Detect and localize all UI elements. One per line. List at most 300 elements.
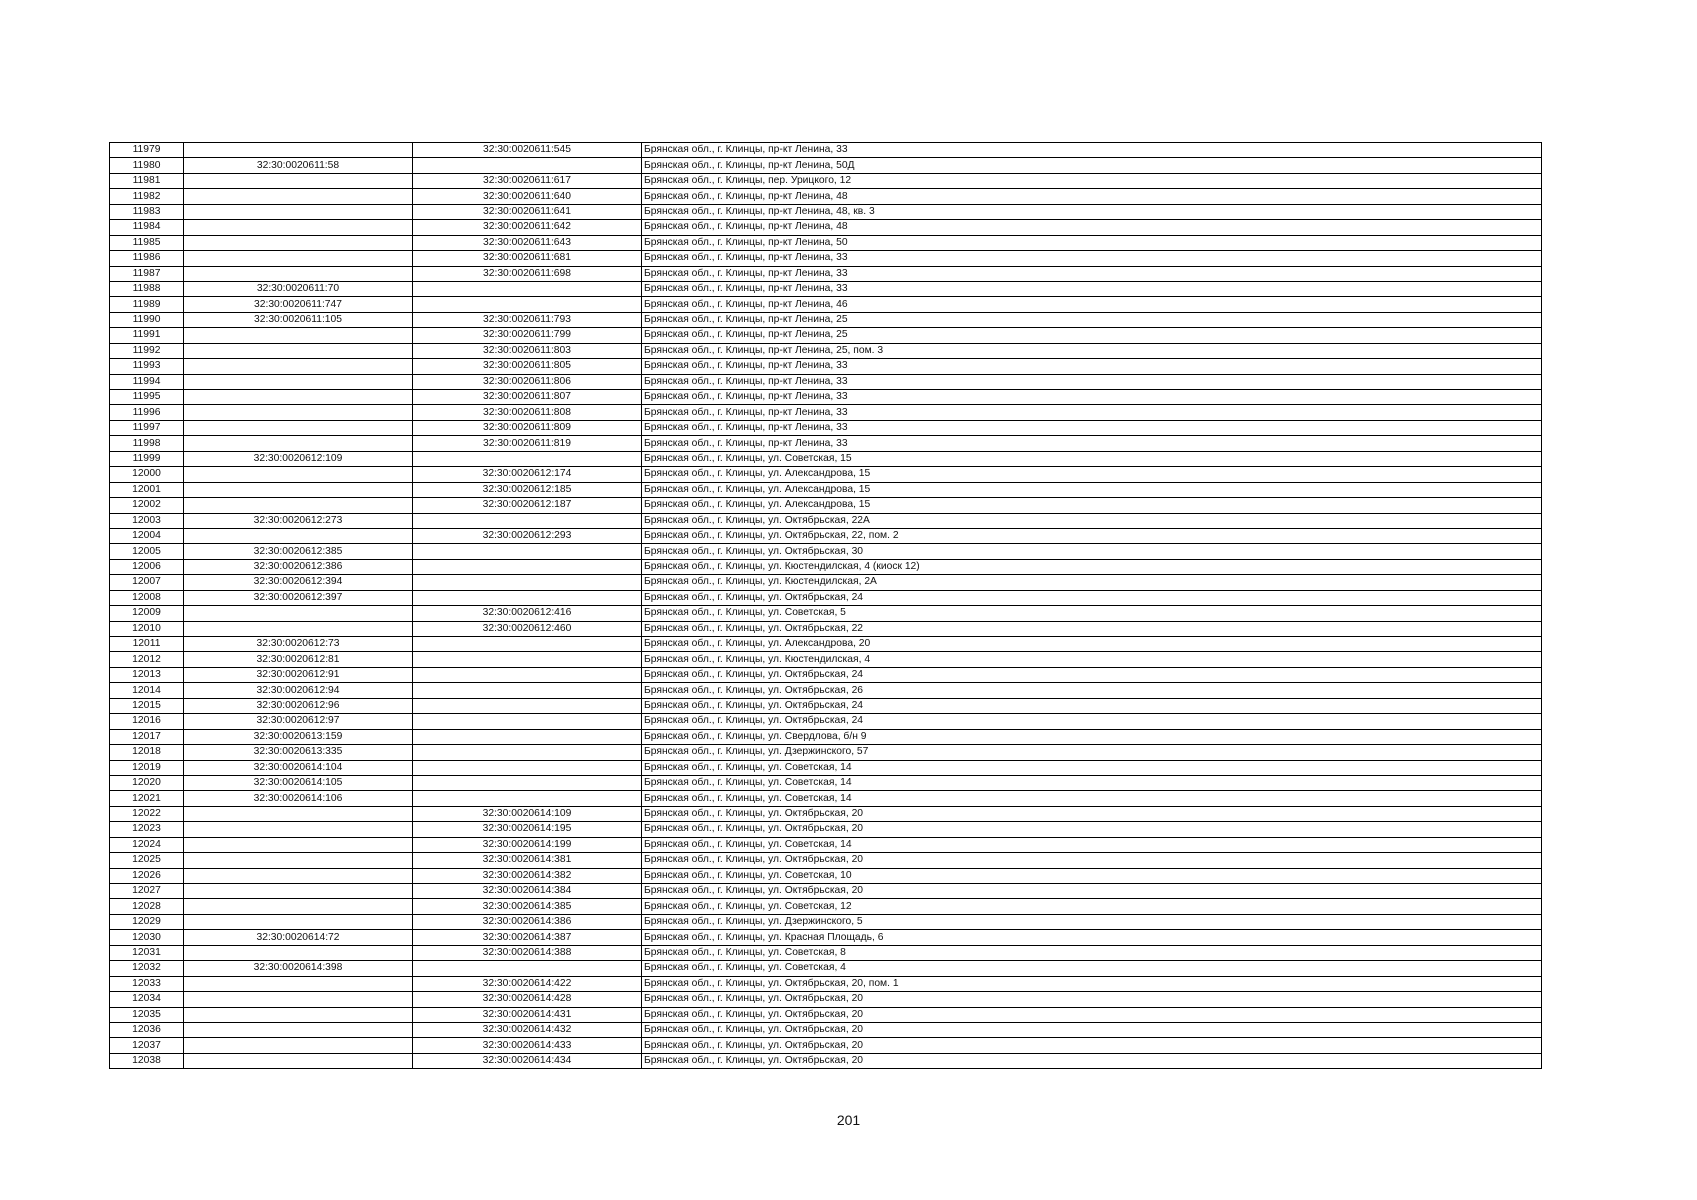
cadastral-number-b-cell: 32:30:0020614:384: [413, 884, 642, 899]
address-cell: Брянская обл., г. Клинцы, ул. Советская, 12: [642, 899, 1542, 914]
cadastral-number-a-cell: 32:30:0020611:70: [184, 281, 413, 296]
cadastral-number-a-cell: 32:30:0020611:58: [184, 158, 413, 173]
table-row: [110, 513, 1542, 528]
address-cell: Брянская обл., г. Клинцы, пр-кт Ленина, 25, пом. 3: [642, 343, 1542, 358]
cadastral-number-a-cell: [184, 189, 413, 204]
cadastral-number-b-cell: 32:30:0020611:641: [413, 204, 642, 219]
address-cell: Брянская обл., г. Клинцы, ул. Октябрьская, 20: [642, 992, 1542, 1007]
cadastral-number-a-cell: 32:30:0020614:398: [184, 961, 413, 976]
address-cell: Брянская обл., г. Клинцы, ул. Октябрьская, 22: [642, 621, 1542, 636]
table-row: [110, 312, 1542, 327]
cadastral-number-b-cell: 32:30:0020614:428: [413, 992, 642, 1007]
address-cell: Брянская обл., г. Клинцы, ул. Кюстендилская, 4 (киоск 12): [642, 559, 1542, 574]
row-number-cell: 11999: [110, 451, 184, 466]
row-number-cell: 11983: [110, 204, 184, 219]
address-cell: Брянская обл., г. Клинцы, ул. Советская, 10: [642, 868, 1542, 883]
address-cell: Брянская обл., г. Клинцы, ул. Октябрьская, 20: [642, 1038, 1542, 1053]
table-row: [110, 281, 1542, 296]
table-row: [110, 204, 1542, 219]
page-number: 201: [836, 1112, 861, 1128]
row-number-cell: 12003: [110, 513, 184, 528]
row-number-cell: 12001: [110, 482, 184, 497]
cadastral-number-b-cell: [413, 575, 642, 590]
address-cell: Брянская обл., г. Клинцы, пр-кт Ленина, 46: [642, 297, 1542, 312]
table-row: [110, 976, 1542, 991]
cadastral-number-b-cell: 32:30:0020614:385: [413, 899, 642, 914]
address-cell: Брянская обл., г. Клинцы, ул. Свердлова, б/н 9: [642, 729, 1542, 744]
table-row: [110, 528, 1542, 543]
cadastral-number-a-cell: [184, 204, 413, 219]
address-cell: Брянская обл., г. Клинцы, ул. Дзержинского, 57: [642, 745, 1542, 760]
table-row: [110, 235, 1542, 250]
table-row: [110, 482, 1542, 497]
address-cell: Брянская обл., г. Клинцы, пр-кт Ленина, 33: [642, 281, 1542, 296]
address-cell: Брянская обл., г. Клинцы, ул. Октябрьская, 22, пом. 2: [642, 528, 1542, 543]
address-cell: Брянская обл., г. Клинцы, ул. Советская, 14: [642, 837, 1542, 852]
cadastral-number-a-cell: 32:30:0020612:385: [184, 544, 413, 559]
row-number-cell: 12023: [110, 822, 184, 837]
row-number-cell: 12016: [110, 714, 184, 729]
table-row: [110, 590, 1542, 605]
row-number-cell: 11998: [110, 436, 184, 451]
cadastral-number-b-cell: 32:30:0020614:422: [413, 976, 642, 991]
address-cell: Брянская обл., г. Клинцы, ул. Октябрьская, 20: [642, 822, 1542, 837]
cadastral-number-b-cell: 32:30:0020611:819: [413, 436, 642, 451]
cadastral-number-a-cell: 32:30:0020612:394: [184, 575, 413, 590]
cadastral-number-b-cell: 32:30:0020612:293: [413, 528, 642, 543]
cadastral-number-a-cell: [184, 328, 413, 343]
row-number-cell: 12029: [110, 914, 184, 929]
row-number-cell: 12017: [110, 729, 184, 744]
table-body: [110, 143, 1542, 1069]
row-number-cell: 11989: [110, 297, 184, 312]
row-number-cell: 12010: [110, 621, 184, 636]
cadastral-number-a-cell: [184, 359, 413, 374]
table-row: [110, 220, 1542, 235]
address-cell: Брянская обл., г. Клинцы, ул. Александрова, 15: [642, 498, 1542, 513]
cadastral-number-a-cell: 32:30:0020612:73: [184, 637, 413, 652]
cadastral-number-b-cell: [413, 281, 642, 296]
cadastral-table: [109, 142, 1542, 1069]
row-number-cell: 12025: [110, 853, 184, 868]
row-number-cell: 12022: [110, 806, 184, 821]
cadastral-number-b-cell: 32:30:0020614:109: [413, 806, 642, 821]
address-cell: Брянская обл., г. Клинцы, ул. Октябрьская, 20: [642, 806, 1542, 821]
address-cell: Брянская обл., г. Клинцы, ул. Октябрьская, 22А: [642, 513, 1542, 528]
cadastral-number-a-cell: [184, 235, 413, 250]
table-row: [110, 405, 1542, 420]
cadastral-number-b-cell: 32:30:0020611:698: [413, 266, 642, 281]
cadastral-number-b-cell: 32:30:0020614:195: [413, 822, 642, 837]
row-number-cell: 12021: [110, 791, 184, 806]
table-row: [110, 266, 1542, 281]
table-row: [110, 930, 1542, 945]
row-number-cell: 12013: [110, 667, 184, 682]
cadastral-number-b-cell: [413, 451, 642, 466]
row-number-cell: 12026: [110, 868, 184, 883]
address-cell: Брянская обл., г. Клинцы, ул. Октябрьская, 24: [642, 590, 1542, 605]
cadastral-number-b-cell: 32:30:0020612:460: [413, 621, 642, 636]
address-cell: Брянская обл., г. Клинцы, пер. Урицкого, 12: [642, 173, 1542, 188]
address-cell: Брянская обл., г. Клинцы, ул. Советская, 8: [642, 945, 1542, 960]
row-number-cell: 11992: [110, 343, 184, 358]
cadastral-number-a-cell: 32:30:0020612:96: [184, 698, 413, 713]
address-cell: Брянская обл., г. Клинцы, ул. Октябрьская, 24: [642, 667, 1542, 682]
row-number-cell: 12030: [110, 930, 184, 945]
cadastral-number-b-cell: [413, 760, 642, 775]
cadastral-number-b-cell: 32:30:0020612:174: [413, 467, 642, 482]
cadastral-number-b-cell: 32:30:0020611:803: [413, 343, 642, 358]
address-cell: Брянская обл., г. Клинцы, пр-кт Ленина, 33: [642, 359, 1542, 374]
address-cell: Брянская обл., г. Клинцы, пр-кт Ленина, 33: [642, 436, 1542, 451]
cadastral-number-b-cell: [413, 590, 642, 605]
address-cell: Брянская обл., г. Клинцы, ул. Советская, 4: [642, 961, 1542, 976]
table-row: [110, 683, 1542, 698]
address-cell: Брянская обл., г. Клинцы, пр-кт Ленина, 48: [642, 220, 1542, 235]
row-number-cell: 12031: [110, 945, 184, 960]
table-row: [110, 1053, 1542, 1068]
address-cell: Брянская обл., г. Клинцы, ул. Октябрьская, 24: [642, 698, 1542, 713]
table-row: [110, 775, 1542, 790]
row-number-cell: 12014: [110, 683, 184, 698]
cadastral-number-b-cell: [413, 637, 642, 652]
cadastral-number-b-cell: 32:30:0020611:617: [413, 173, 642, 188]
address-cell: Брянская обл., г. Клинцы, ул. Октябрьская, 30: [642, 544, 1542, 559]
row-number-cell: 12009: [110, 606, 184, 621]
cadastral-number-a-cell: 32:30:0020611:105: [184, 312, 413, 327]
address-cell: Брянская обл., г. Клинцы, ул. Кюстендилская, 2А: [642, 575, 1542, 590]
cadastral-number-b-cell: 32:30:0020614:432: [413, 1022, 642, 1037]
table-row: [110, 729, 1542, 744]
row-number-cell: 12006: [110, 559, 184, 574]
table-row: [110, 328, 1542, 343]
cadastral-number-a-cell: [184, 806, 413, 821]
cadastral-number-b-cell: 32:30:0020614:381: [413, 853, 642, 868]
cadastral-number-b-cell: 32:30:0020611:545: [413, 143, 642, 158]
table-row: [110, 791, 1542, 806]
address-cell: Брянская обл., г. Клинцы, пр-кт Ленина, 33: [642, 251, 1542, 266]
cadastral-number-a-cell: 32:30:0020611:747: [184, 297, 413, 312]
cadastral-number-a-cell: [184, 220, 413, 235]
cadastral-number-a-cell: 32:30:0020614:104: [184, 760, 413, 775]
cadastral-number-b-cell: [413, 729, 642, 744]
cadastral-number-a-cell: [184, 343, 413, 358]
table-row: [110, 143, 1542, 158]
cadastral-number-b-cell: 32:30:0020611:808: [413, 405, 642, 420]
address-cell: Брянская обл., г. Клинцы, ул. Александрова, 15: [642, 482, 1542, 497]
address-cell: Брянская обл., г. Клинцы, ул. Советская, 5: [642, 606, 1542, 621]
table-row: [110, 436, 1542, 451]
table-row: [110, 251, 1542, 266]
cadastral-number-b-cell: 32:30:0020611:799: [413, 328, 642, 343]
cadastral-number-a-cell: [184, 528, 413, 543]
address-cell: Брянская обл., г. Клинцы, ул. Октябрьская, 20: [642, 1053, 1542, 1068]
row-number-cell: 11980: [110, 158, 184, 173]
cadastral-number-a-cell: 32:30:0020614:72: [184, 930, 413, 945]
address-cell: Брянская обл., г. Клинцы, ул. Советская, 14: [642, 760, 1542, 775]
cadastral-number-b-cell: 32:30:0020612:187: [413, 498, 642, 513]
address-cell: Брянская обл., г. Клинцы, пр-кт Ленина, 33: [642, 420, 1542, 435]
cadastral-number-b-cell: 32:30:0020611:805: [413, 359, 642, 374]
table-row: [110, 467, 1542, 482]
cadastral-number-b-cell: 32:30:0020611:807: [413, 390, 642, 405]
cadastral-number-b-cell: [413, 667, 642, 682]
row-number-cell: 11988: [110, 281, 184, 296]
cadastral-number-b-cell: [413, 559, 642, 574]
address-cell: Брянская обл., г. Клинцы, пр-кт Ленина, 50: [642, 235, 1542, 250]
address-cell: Брянская обл., г. Клинцы, пр-кт Ленина, 33: [642, 405, 1542, 420]
cadastral-number-b-cell: [413, 513, 642, 528]
cadastral-number-a-cell: 32:30:0020612:81: [184, 652, 413, 667]
table-row: [110, 961, 1542, 976]
row-number-cell: 12032: [110, 961, 184, 976]
address-cell: Брянская обл., г. Клинцы, ул. Александрова, 15: [642, 467, 1542, 482]
address-cell: Брянская обл., г. Клинцы, пр-кт Ленина, 48, кв. 3: [642, 204, 1542, 219]
row-number-cell: 11990: [110, 312, 184, 327]
cadastral-number-b-cell: [413, 652, 642, 667]
table-row: [110, 390, 1542, 405]
cadastral-number-b-cell: 32:30:0020611:642: [413, 220, 642, 235]
row-number-cell: 12004: [110, 528, 184, 543]
cadastral-number-a-cell: [184, 266, 413, 281]
cadastral-number-b-cell: [413, 745, 642, 760]
row-number-cell: 12034: [110, 992, 184, 1007]
address-cell: Брянская обл., г. Клинцы, пр-кт Ленина, 33: [642, 266, 1542, 281]
table-row: [110, 420, 1542, 435]
table-row: [110, 451, 1542, 466]
cadastral-number-a-cell: [184, 606, 413, 621]
row-number-cell: 12008: [110, 590, 184, 605]
table-row: [110, 189, 1542, 204]
table-row: [110, 621, 1542, 636]
cadastral-number-a-cell: [184, 467, 413, 482]
row-number-cell: 11987: [110, 266, 184, 281]
address-cell: Брянская обл., г. Клинцы, ул. Красная Площадь, 6: [642, 930, 1542, 945]
address-cell: Брянская обл., г. Клинцы, ул. Октябрьская, 20, пом. 1: [642, 976, 1542, 991]
cadastral-number-a-cell: [184, 482, 413, 497]
row-number-cell: 11985: [110, 235, 184, 250]
cadastral-number-a-cell: [184, 837, 413, 852]
row-number-cell: 11986: [110, 251, 184, 266]
cadastral-number-b-cell: [413, 297, 642, 312]
cadastral-number-a-cell: 32:30:0020613:159: [184, 729, 413, 744]
cadastral-number-b-cell: 32:30:0020611:809: [413, 420, 642, 435]
row-number-cell: 12002: [110, 498, 184, 513]
row-number-cell: 11996: [110, 405, 184, 420]
row-number-cell: 12012: [110, 652, 184, 667]
cadastral-number-a-cell: 32:30:0020613:335: [184, 745, 413, 760]
address-cell: Брянская обл., г. Клинцы, ул. Октябрьская, 20: [642, 1007, 1542, 1022]
table-row: [110, 698, 1542, 713]
row-number-cell: 12007: [110, 575, 184, 590]
row-number-cell: 12019: [110, 760, 184, 775]
table-row: [110, 884, 1542, 899]
table-row: [110, 822, 1542, 837]
row-number-cell: 12024: [110, 837, 184, 852]
table-row: [110, 1022, 1542, 1037]
table-row: [110, 559, 1542, 574]
row-number-cell: 11994: [110, 374, 184, 389]
table-row: [110, 374, 1542, 389]
table-row: [110, 667, 1542, 682]
cadastral-number-a-cell: 32:30:0020612:94: [184, 683, 413, 698]
table-row: [110, 992, 1542, 1007]
address-cell: Брянская обл., г. Клинцы, пр-кт Ленина, 50Д: [642, 158, 1542, 173]
address-cell: Брянская обл., г. Клинцы, пр-кт Ленина, 33: [642, 143, 1542, 158]
cadastral-number-b-cell: [413, 961, 642, 976]
cadastral-number-b-cell: 32:30:0020611:681: [413, 251, 642, 266]
row-number-cell: 11982: [110, 189, 184, 204]
cadastral-number-a-cell: [184, 143, 413, 158]
row-number-cell: 12038: [110, 1053, 184, 1068]
cadastral-number-b-cell: 32:30:0020611:640: [413, 189, 642, 204]
row-number-cell: 11991: [110, 328, 184, 343]
table-row: [110, 714, 1542, 729]
cadastral-number-a-cell: [184, 420, 413, 435]
cadastral-number-b-cell: [413, 714, 642, 729]
cadastral-number-a-cell: [184, 498, 413, 513]
address-cell: Брянская обл., г. Клинцы, ул. Советская, 15: [642, 451, 1542, 466]
row-number-cell: 12000: [110, 467, 184, 482]
address-cell: Брянская обл., г. Клинцы, ул. Советская, 14: [642, 775, 1542, 790]
table-row: [110, 173, 1542, 188]
cadastral-number-a-cell: [184, 1022, 413, 1037]
cadastral-number-a-cell: [184, 868, 413, 883]
cadastral-number-a-cell: [184, 173, 413, 188]
address-cell: Брянская обл., г. Клинцы, пр-кт Ленина, 25: [642, 328, 1542, 343]
address-cell: Брянская обл., г. Клинцы, пр-кт Ленина, 25: [642, 312, 1542, 327]
cadastral-number-a-cell: 32:30:0020612:97: [184, 714, 413, 729]
cadastral-number-b-cell: 32:30:0020614:199: [413, 837, 642, 852]
table-row: [110, 745, 1542, 760]
cadastral-number-a-cell: [184, 914, 413, 929]
cadastral-number-a-cell: [184, 390, 413, 405]
cadastral-number-a-cell: [184, 436, 413, 451]
address-cell: Брянская обл., г. Клинцы, ул. Октябрьская, 20: [642, 1022, 1542, 1037]
cadastral-number-b-cell: 32:30:0020614:387: [413, 930, 642, 945]
cadastral-number-b-cell: 32:30:0020614:434: [413, 1053, 642, 1068]
table-row: [110, 899, 1542, 914]
cadastral-number-b-cell: 32:30:0020612:185: [413, 482, 642, 497]
table-row: [110, 158, 1542, 173]
table-row: [110, 575, 1542, 590]
row-number-cell: 12020: [110, 775, 184, 790]
cadastral-number-b-cell: 32:30:0020611:643: [413, 235, 642, 250]
cadastral-number-a-cell: [184, 992, 413, 1007]
cadastral-number-a-cell: [184, 1053, 413, 1068]
table-row: [110, 868, 1542, 883]
row-number-cell: 12015: [110, 698, 184, 713]
cadastral-number-a-cell: 32:30:0020612:386: [184, 559, 413, 574]
address-cell: Брянская обл., г. Клинцы, ул. Октябрьская, 26: [642, 683, 1542, 698]
cadastral-number-a-cell: [184, 853, 413, 868]
table-row: [110, 359, 1542, 374]
cadastral-number-a-cell: [184, 374, 413, 389]
cadastral-number-b-cell: 32:30:0020614:382: [413, 868, 642, 883]
cadastral-number-a-cell: [184, 621, 413, 636]
row-number-cell: 12018: [110, 745, 184, 760]
cadastral-number-b-cell: [413, 698, 642, 713]
address-cell: Брянская обл., г. Клинцы, ул. Октябрьская, 24: [642, 714, 1542, 729]
row-number-cell: 12011: [110, 637, 184, 652]
row-number-cell: 11993: [110, 359, 184, 374]
row-number-cell: 12033: [110, 976, 184, 991]
table-row: [110, 945, 1542, 960]
table-row: [110, 544, 1542, 559]
address-cell: Брянская обл., г. Клинцы, пр-кт Ленина, 48: [642, 189, 1542, 204]
cadastral-number-b-cell: 32:30:0020611:806: [413, 374, 642, 389]
row-number-cell: 12037: [110, 1038, 184, 1053]
cadastral-number-a-cell: [184, 945, 413, 960]
cadastral-number-a-cell: 32:30:0020612:91: [184, 667, 413, 682]
address-cell: Брянская обл., г. Клинцы, ул. Советская, 14: [642, 791, 1542, 806]
row-number-cell: 12027: [110, 884, 184, 899]
cadastral-number-b-cell: [413, 791, 642, 806]
cadastral-number-a-cell: [184, 251, 413, 266]
table-row: [110, 853, 1542, 868]
cadastral-number-a-cell: 32:30:0020612:109: [184, 451, 413, 466]
table-row: [110, 652, 1542, 667]
cadastral-number-a-cell: [184, 822, 413, 837]
row-number-cell: 12035: [110, 1007, 184, 1022]
address-cell: Брянская обл., г. Клинцы, ул. Октябрьская, 20: [642, 853, 1542, 868]
cadastral-number-b-cell: [413, 683, 642, 698]
table-row: [110, 343, 1542, 358]
row-number-cell: 11981: [110, 173, 184, 188]
table-row: [110, 498, 1542, 513]
cadastral-number-a-cell: [184, 899, 413, 914]
table-row: [110, 914, 1542, 929]
row-number-cell: 11979: [110, 143, 184, 158]
row-number-cell: 12005: [110, 544, 184, 559]
cadastral-number-b-cell: [413, 544, 642, 559]
table-row: [110, 837, 1542, 852]
cadastral-number-a-cell: 32:30:0020614:105: [184, 775, 413, 790]
address-cell: Брянская обл., г. Клинцы, пр-кт Ленина, 33: [642, 374, 1542, 389]
address-cell: Брянская обл., г. Клинцы, ул. Октябрьская, 20: [642, 884, 1542, 899]
address-cell: Брянская обл., г. Клинцы, ул. Александрова, 20: [642, 637, 1542, 652]
cadastral-number-a-cell: [184, 1007, 413, 1022]
address-cell: Брянская обл., г. Клинцы, пр-кт Ленина, 33: [642, 390, 1542, 405]
cadastral-number-a-cell: 32:30:0020612:273: [184, 513, 413, 528]
table-row: [110, 806, 1542, 821]
cadastral-number-b-cell: 32:30:0020611:793: [413, 312, 642, 327]
cadastral-number-a-cell: 32:30:0020614:106: [184, 791, 413, 806]
table-row: [110, 637, 1542, 652]
cadastral-number-b-cell: 32:30:0020614:386: [413, 914, 642, 929]
cadastral-number-a-cell: [184, 884, 413, 899]
row-number-cell: 11984: [110, 220, 184, 235]
cadastral-number-a-cell: [184, 1038, 413, 1053]
table-row: [110, 1038, 1542, 1053]
cadastral-number-b-cell: 32:30:0020612:416: [413, 606, 642, 621]
cadastral-number-b-cell: 32:30:0020614:433: [413, 1038, 642, 1053]
address-cell: Брянская обл., г. Клинцы, ул. Кюстендилская, 4: [642, 652, 1542, 667]
row-number-cell: 11997: [110, 420, 184, 435]
table-row: [110, 760, 1542, 775]
cadastral-number-a-cell: [184, 405, 413, 420]
cadastral-number-a-cell: 32:30:0020612:397: [184, 590, 413, 605]
row-number-cell: 12036: [110, 1022, 184, 1037]
row-number-cell: 11995: [110, 390, 184, 405]
cadastral-number-b-cell: 32:30:0020614:431: [413, 1007, 642, 1022]
cadastral-number-b-cell: [413, 775, 642, 790]
table-row: [110, 297, 1542, 312]
cadastral-number-a-cell: [184, 976, 413, 991]
table-row: [110, 1007, 1542, 1022]
cadastral-number-b-cell: [413, 158, 642, 173]
row-number-cell: 12028: [110, 899, 184, 914]
